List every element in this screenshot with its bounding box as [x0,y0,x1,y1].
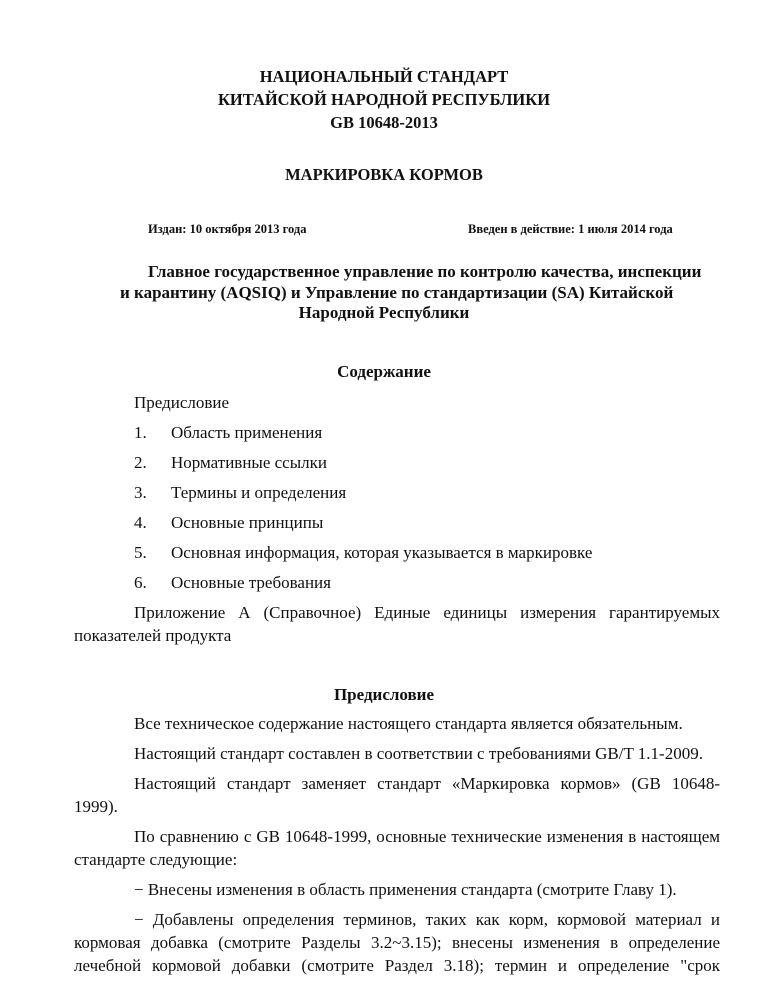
toc-appendix-line-2: показателей продукта [74,626,232,645]
toc-item [134,453,327,473]
toc-appendix-line-1: Приложение А (Справочное) Единые единицы измерения гарантируемых [134,603,720,622]
toc-item-number: 3. [134,483,147,502]
toc-item [134,543,592,563]
toc-item-label: Область применения [171,423,323,442]
header-line-2: КИТАЙСКОЙ НАРОДНОЙ РЕСПУБЛИКИ [217,90,551,109]
toc-item-number: 4. [134,513,147,532]
preface-title: Предисловие [333,685,435,704]
preface-bullet-1: − Внесены изменения в область применения стандарта (смотрите Главу 1). [134,880,677,899]
organization-line-2: и карантину (AQSIQ) и Управление по стандартизации (SA) Китайской [120,283,674,302]
toc-item-label: Основная информация, которая указывается в маркировке [171,543,593,562]
preface-paragraph-4-line-1: По сравнению с GB 10648-1999, основные технические изменения в настоящем [134,827,720,846]
toc-item [134,483,346,503]
preface-paragraph-3-line-1: Настоящий стандарт заменяет стандарт «Маркировка кормов» (GB 10648- [134,774,720,793]
toc-item-label: Нормативные ссылки [171,453,327,472]
preface-paragraph-1: Все техническое содержание настоящего стандарта является обязательным. [134,714,683,733]
effective-date: Введен в действие: 1 июля 2014 года [468,222,673,236]
preface-paragraph-2: Настоящий стандарт составлен в соответствии с требованиями GB/T 1.1-2009. [134,744,703,763]
toc-item [134,423,322,443]
preface-paragraph-3-line-2: 1999). [74,797,118,816]
preface-bullet-2-line-1: − Добавлены определения терминов, таких как корм, кормовой материал и [134,910,720,929]
contents-title: Содержание [337,362,431,381]
standard-number: GB 10648-2013 [330,113,438,132]
toc-item-number: 6. [134,573,147,592]
preface-bullet-2-line-2: кормовая добавка (смотрите Разделы 3.2~3.15); внесены изменения в определение [74,933,720,952]
preface-bullet-2-line-3: лечебной кормовой добавки (смотрите Раздел 3.18); термин и определение "срок [74,956,720,975]
toc-item-number: 5. [134,543,147,562]
preface-paragraph-4-line-2: стандарте следующие: [74,850,238,869]
toc-item [134,513,323,533]
toc-item-label: Основные принципы [171,513,324,532]
document-title: МАРКИРОВКА КОРМОВ [285,165,483,184]
toc-item-label: Термины и определения [171,483,347,502]
toc-item-number: 1. [134,423,147,442]
toc-item-number: 2. [134,453,147,472]
toc-item [134,573,331,593]
organization-line-1: Главное государственное управление по контролю качества, инспекции [148,262,702,281]
issued-date: Издан: 10 октября 2013 года [148,222,307,236]
toc-preface: Предисловие [134,393,230,412]
organization-line-3: Народной Республики [298,303,470,322]
toc-item-label: Основные требования [171,573,331,592]
header-line-1: НАЦИОНАЛЬНЫЙ СТАНДАРТ [259,67,509,86]
